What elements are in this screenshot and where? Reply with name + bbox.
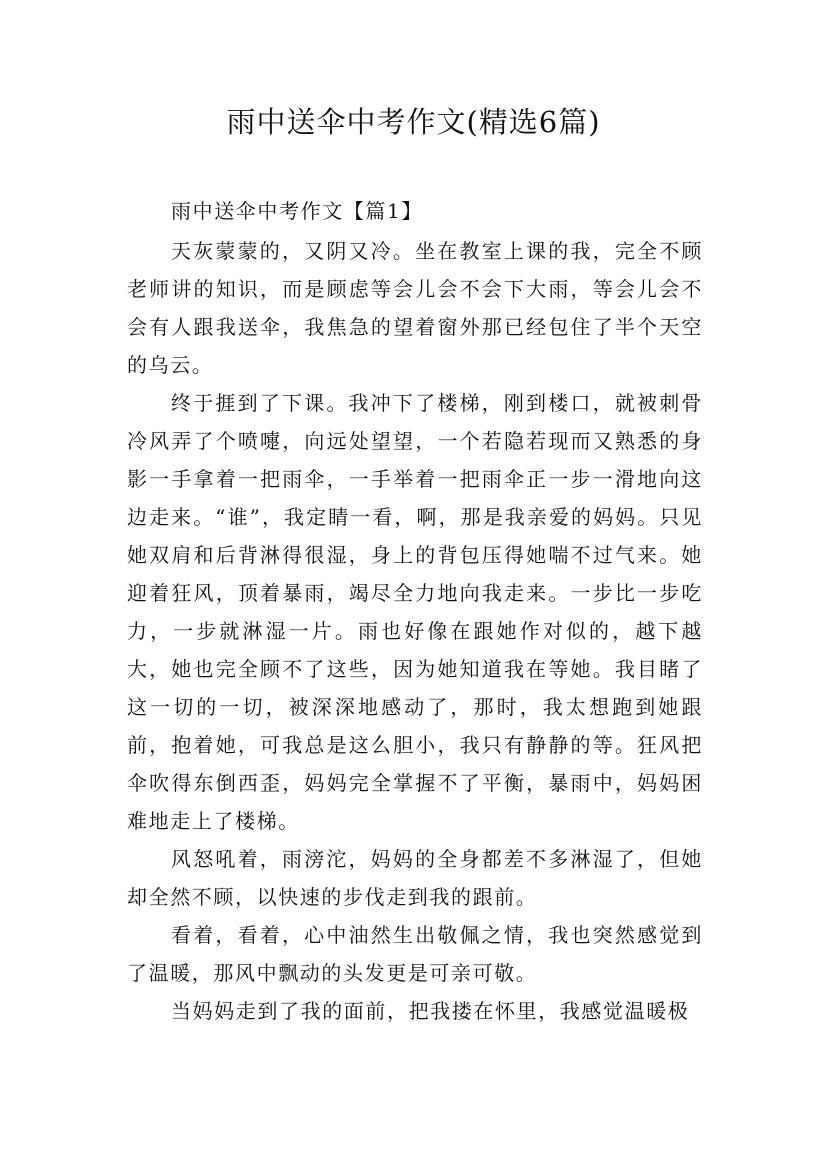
document-title: 雨中送伞中考作文(精选6篇): [226, 105, 601, 139]
paragraph: 当妈妈走到了我的面前，把我搂在怀里，我感觉温暖极: [171, 999, 690, 1023]
paragraph: 终于捱到了下课。我冲下了楼梯，刚到楼口，就被刺骨冷风弄了个喷嚏，向远处望望，一个若隐若现而又熟悉的身影一手拿着一把雨伞，一手举着一把雨伞正一步一滑地向这边走来。“谁”，我定睛一看，啊，那是我亲爱的妈妈。只见她双肩和后背淋得很湿，身上的背包压得她喘不过气来。她迎着狂风，顶着暴雨，竭尽全力地向我走来。一步比一步吃力，一步就淋湿一片。雨也好像在跟她作对似的，越下越大，她也完全顾不了这些，因为她知道我在等她。我目睹了这一切的一切，被深深地感动了，那时，我太想跑到她跟前，抱着她，可我总是这么胆小，我只有静静的等。狂风把伞吹得东倒西歪，妈妈完全掌握不了平衡，暴雨中，妈妈困难地走上了楼梯。: [127, 391, 703, 833]
paragraph: 看着，看着，心中油然生出敬佩之情，我也突然感觉到了温暖，那风中飘动的头发更是可亲可敬。: [127, 923, 703, 985]
document-body: [127, 192, 703, 1030]
paragraph: 天灰蒙蒙的，又阴又冷。坐在教室上课的我，完全不顾老师讲的知识，而是顾虑等会儿会不会下大雨，等会儿会不会有人跟我送伞，我焦急的望着窗外那已经包住了半个天空的乌云。: [127, 239, 703, 377]
section-heading: 雨中送伞中考作文【篇1】: [171, 199, 423, 223]
paragraph: 风怒吼着，雨滂沱，妈妈的全身都差不多淋湿了，但她却全然不顾，以快速的步伐走到我的跟前。: [127, 847, 703, 909]
